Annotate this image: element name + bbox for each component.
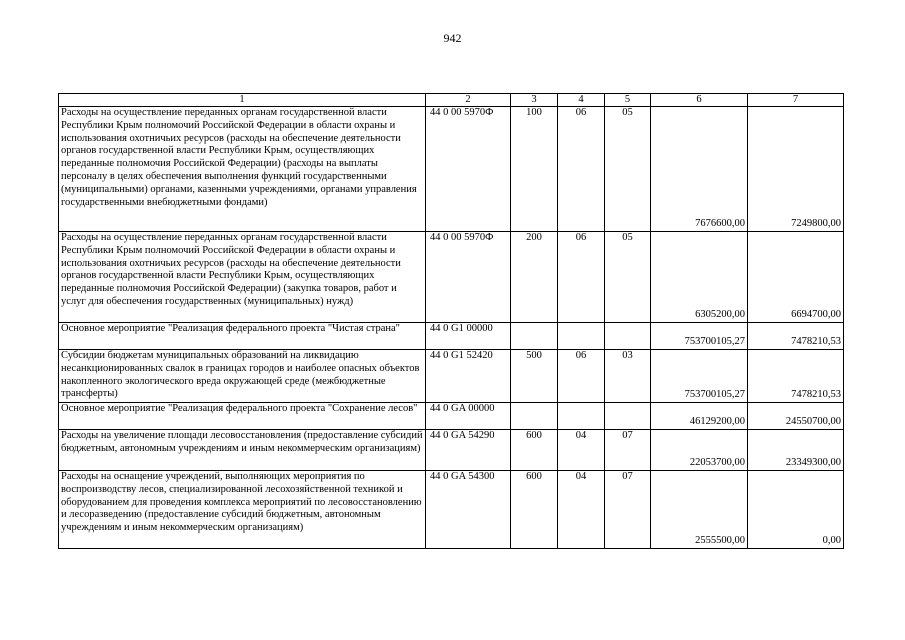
expense-type <box>511 323 558 350</box>
expense-type: 600 <box>511 471 558 549</box>
subsection <box>605 403 651 430</box>
table-row <box>59 403 844 430</box>
amount-col6: 7676600,00 <box>651 107 748 232</box>
amount-col6: 6305200,00 <box>651 232 748 323</box>
target-code: 44 0 GA 54300 <box>426 471 511 549</box>
amount-col7: 24550700,00 <box>748 403 844 430</box>
column-header: 4 <box>558 94 605 107</box>
subsection: 03 <box>605 350 651 403</box>
expense-name: Основное мероприятие "Реализация федерального проекта "Сохранение лесов" <box>59 403 426 430</box>
section: 04 <box>558 471 605 549</box>
page-number: 942 <box>443 31 462 45</box>
header-row <box>59 94 844 107</box>
subsection <box>605 323 651 350</box>
table-row <box>59 430 844 471</box>
amount-col7: 23349300,00 <box>748 430 844 471</box>
column-header: 5 <box>605 94 651 107</box>
section: 04 <box>558 430 605 471</box>
table-row <box>59 107 844 232</box>
expense-type: 100 <box>511 107 558 232</box>
section: 06 <box>558 232 605 323</box>
subsection: 05 <box>605 107 651 232</box>
amount-col6: 22053700,00 <box>651 430 748 471</box>
expense-name: Расходы на оснащение учреждений, выполняющих мероприятия по воспроизводству лесов, специализированной лесохозяйственной техникой и оборудованием для проведения комплекса мероприятий по лесовосстановлению и лесоразведению (предоставление субсидий бюджетным, автономным учреждениям и иным некоммерческим организациям) <box>59 471 426 549</box>
target-code: 44 0 G1 52420 <box>426 350 511 403</box>
section: 06 <box>558 107 605 232</box>
amount-col6: 2555500,00 <box>651 471 748 549</box>
expense-type <box>511 403 558 430</box>
expense-name: Расходы на осуществление переданных органам государственной власти Республики Крым полномочий Российской Федерации в области охраны и использования охотничьих ресурсов (расходы на обеспечение деятельности органов государственной власти Республики Крым, осуществляющих переданные полномочия Российской Федерации) (закупка товаров, работ и услуг для обеспечения государственных (муниципальных) нужд) <box>59 232 426 323</box>
expense-name: Расходы на осуществление переданных органам государственной власти Республики Крым полномочий Российской Федерации в области охраны и использования охотничьих ресурсов (расходы на обеспечение деятельности органов государственной власти Республики Крым, осуществляющих переданные полномочия Российской Федерации) (расходы на выплаты персоналу в целях обеспечения выполнения функций государственными (муниципальными) органами, казенными учреждениями, органами управления государственными внебюджетными фондами) <box>59 107 426 232</box>
table-row <box>59 232 844 323</box>
target-code: 44 0 00 5970Ф <box>426 232 511 323</box>
expense-name: Субсидии бюджетам муниципальных образований на ликвидацию несанкционированных свалок в границах городов и наиболее опасных объектов накопленного экологического вреда окружающей среде (межбюджетные трансферты) <box>59 350 426 403</box>
amount-col7: 6694700,00 <box>748 232 844 323</box>
expense-type: 500 <box>511 350 558 403</box>
target-code: 44 0 G1 00000 <box>426 323 511 350</box>
target-code: 44 0 GA 54290 <box>426 430 511 471</box>
column-header: 2 <box>426 94 511 107</box>
amount-col6: 46129200,00 <box>651 403 748 430</box>
column-header: 1 <box>59 94 426 107</box>
section: 06 <box>558 350 605 403</box>
table-row <box>59 323 844 350</box>
amount-col7: 7478210,53 <box>748 350 844 403</box>
amount-col6: 753700105,27 <box>651 350 748 403</box>
section <box>558 403 605 430</box>
amount-col7: 7249800,00 <box>748 107 844 232</box>
table-row <box>59 471 844 549</box>
target-code: 44 0 GA 00000 <box>426 403 511 430</box>
column-header: 7 <box>748 94 844 107</box>
subsection: 07 <box>605 471 651 549</box>
section <box>558 323 605 350</box>
amount-col7: 7478210,53 <box>748 323 844 350</box>
target-code: 44 0 00 5970Ф <box>426 107 511 232</box>
expense-type: 600 <box>511 430 558 471</box>
expense-name: Основное мероприятие "Реализация федерального проекта "Чистая страна" <box>59 323 426 350</box>
budget-table <box>58 93 844 549</box>
subsection: 07 <box>605 430 651 471</box>
amount-col6: 753700105,27 <box>651 323 748 350</box>
subsection: 05 <box>605 232 651 323</box>
expense-name: Расходы на увеличение площади лесовосстановления (предоставление субсидий бюджетным, автономным учреждениям и иным некоммерческим организациям) <box>59 430 426 471</box>
column-header: 3 <box>511 94 558 107</box>
expense-type: 200 <box>511 232 558 323</box>
column-header: 6 <box>651 94 748 107</box>
amount-col7: 0,00 <box>748 471 844 549</box>
table-row <box>59 350 844 403</box>
